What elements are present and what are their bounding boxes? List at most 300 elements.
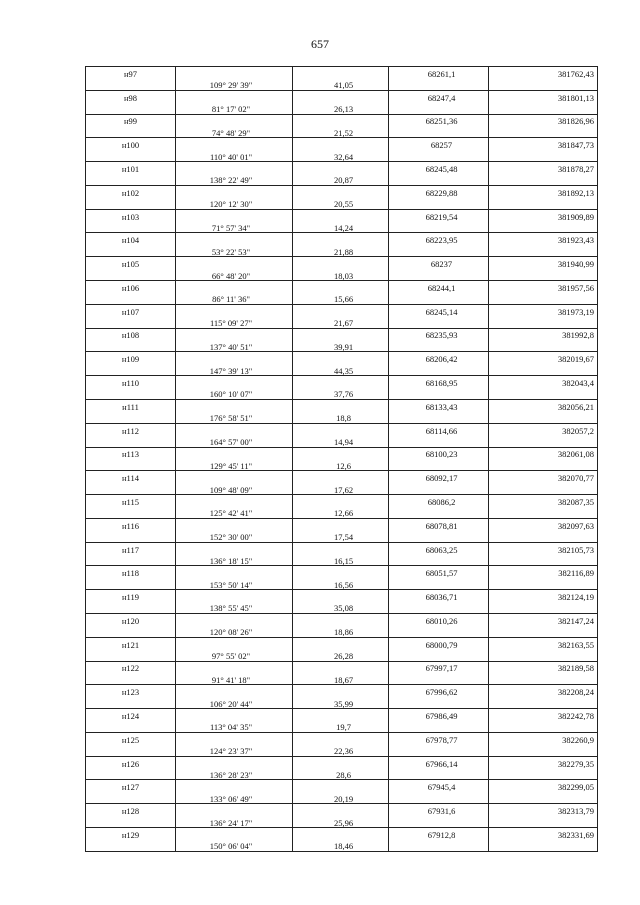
direction-angle: 136° 24' 17" — [176, 816, 293, 828]
y-coordinate-empty — [489, 150, 598, 162]
table-body — [86, 67, 598, 852]
angle-cell-empty — [176, 637, 293, 649]
point-id-empty — [86, 673, 176, 685]
direction-angle: 109° 29' 39" — [176, 78, 293, 90]
segment-length: 37,76 — [293, 388, 389, 400]
x-coordinate-empty — [389, 816, 489, 828]
y-coordinate: 381909,89 — [489, 209, 598, 221]
point-id: н123 — [86, 685, 176, 697]
direction-angle: 74° 48' 29" — [176, 126, 293, 138]
segment-length: 18,86 — [293, 625, 389, 637]
x-coordinate-empty — [389, 602, 489, 614]
x-coordinate-empty — [389, 459, 489, 471]
point-id: н113 — [86, 447, 176, 459]
y-coordinate-empty — [489, 316, 598, 328]
segment-row — [86, 649, 598, 661]
y-coordinate: 382043,4 — [489, 376, 598, 388]
y-coordinate: 382208,24 — [489, 685, 598, 697]
distance-cell-empty — [293, 352, 389, 364]
y-coordinate: 382124,19 — [489, 590, 598, 602]
distance-cell-empty — [293, 542, 389, 554]
x-coordinate-empty — [389, 483, 489, 495]
point-row — [86, 376, 598, 388]
x-coordinate: 68244,1 — [389, 281, 489, 293]
direction-angle: 133° 06' 49" — [176, 792, 293, 804]
segment-length: 14,94 — [293, 435, 389, 447]
y-coordinate: 382070,77 — [489, 471, 598, 483]
distance-cell-empty — [293, 685, 389, 697]
segment-row — [86, 578, 598, 590]
y-coordinate-empty — [489, 530, 598, 542]
segment-length: 16,15 — [293, 554, 389, 566]
point-id-empty — [86, 364, 176, 376]
x-coordinate: 68092,17 — [389, 471, 489, 483]
segment-length: 17,62 — [293, 483, 389, 495]
point-id-empty — [86, 530, 176, 542]
x-coordinate: 67986,49 — [389, 709, 489, 721]
distance-cell-empty — [293, 67, 389, 79]
point-row — [86, 542, 598, 554]
x-coordinate: 68235,93 — [389, 328, 489, 340]
point-row — [86, 518, 598, 530]
x-coordinate-empty — [389, 768, 489, 780]
y-coordinate: 381957,56 — [489, 281, 598, 293]
angle-cell-empty — [176, 756, 293, 768]
x-coordinate-empty — [389, 364, 489, 376]
segment-length: 26,28 — [293, 649, 389, 661]
point-id-empty — [86, 245, 176, 257]
distance-cell-empty — [293, 471, 389, 483]
x-coordinate-empty — [389, 269, 489, 281]
distance-cell-empty — [293, 114, 389, 126]
direction-angle: 136° 18' 15" — [176, 554, 293, 566]
distance-cell-empty — [293, 304, 389, 316]
point-id: н98 — [86, 90, 176, 102]
y-coordinate: 381973,19 — [489, 304, 598, 316]
x-coordinate: 68010,26 — [389, 613, 489, 625]
angle-cell-empty — [176, 352, 293, 364]
segment-length: 19,7 — [293, 720, 389, 732]
segment-row — [86, 792, 598, 804]
x-coordinate-empty — [389, 625, 489, 637]
point-id-empty — [86, 720, 176, 732]
distance-cell-empty — [293, 613, 389, 625]
segment-length: 20,87 — [293, 174, 389, 186]
point-row — [86, 257, 598, 269]
y-coordinate-empty — [489, 720, 598, 732]
point-row — [86, 709, 598, 721]
segment-length: 18,67 — [293, 673, 389, 685]
angle-cell-empty — [176, 613, 293, 625]
angle-cell-empty — [176, 542, 293, 554]
point-id-empty — [86, 174, 176, 186]
direction-angle: 150° 06' 04" — [176, 839, 293, 851]
angle-cell-empty — [176, 685, 293, 697]
y-coordinate-empty — [489, 269, 598, 281]
point-id-empty — [86, 483, 176, 495]
point-row — [86, 423, 598, 435]
point-id: н118 — [86, 566, 176, 578]
point-id-empty — [86, 744, 176, 756]
y-coordinate: 382313,79 — [489, 804, 598, 816]
point-id: н115 — [86, 495, 176, 507]
x-coordinate-empty — [389, 245, 489, 257]
y-coordinate: 382061,08 — [489, 447, 598, 459]
segment-length: 32,64 — [293, 150, 389, 162]
segment-row — [86, 554, 598, 566]
direction-angle: 160° 10' 07" — [176, 388, 293, 400]
angle-cell-empty — [176, 447, 293, 459]
point-row — [86, 613, 598, 625]
segment-row — [86, 602, 598, 614]
x-coordinate: 68114,66 — [389, 423, 489, 435]
point-id-empty — [86, 340, 176, 352]
segment-row — [86, 150, 598, 162]
point-row — [86, 828, 598, 840]
angle-cell-empty — [176, 304, 293, 316]
y-coordinate: 381762,43 — [489, 67, 598, 79]
point-row — [86, 352, 598, 364]
point-id-empty — [86, 316, 176, 328]
point-id: н99 — [86, 114, 176, 126]
point-id-empty — [86, 292, 176, 304]
point-id: н128 — [86, 804, 176, 816]
direction-angle: 152° 30' 00" — [176, 530, 293, 542]
segment-row — [86, 506, 598, 518]
x-coordinate: 67931,6 — [389, 804, 489, 816]
point-row — [86, 732, 598, 744]
point-id-empty — [86, 697, 176, 709]
point-row — [86, 471, 598, 483]
segment-length: 20,55 — [293, 197, 389, 209]
y-coordinate-empty — [489, 625, 598, 637]
segment-row — [86, 768, 598, 780]
distance-cell-empty — [293, 732, 389, 744]
page-number: 657 — [311, 37, 329, 51]
distance-cell-empty — [293, 90, 389, 102]
direction-angle: 66° 48' 20" — [176, 269, 293, 281]
y-coordinate: 382299,05 — [489, 780, 598, 792]
y-coordinate-empty — [489, 411, 598, 423]
segment-row — [86, 102, 598, 114]
x-coordinate: 67997,17 — [389, 661, 489, 673]
direction-angle: 106° 20' 44" — [176, 697, 293, 709]
segment-row — [86, 126, 598, 138]
distance-cell-empty — [293, 423, 389, 435]
y-coordinate-empty — [489, 102, 598, 114]
segment-row — [86, 340, 598, 352]
x-coordinate: 68168,95 — [389, 376, 489, 388]
x-coordinate-empty — [389, 720, 489, 732]
x-coordinate-empty — [389, 316, 489, 328]
segment-row — [86, 720, 598, 732]
segment-row — [86, 673, 598, 685]
x-coordinate: 68257 — [389, 138, 489, 150]
direction-angle: 53° 22' 53" — [176, 245, 293, 257]
direction-angle: 91° 41' 18" — [176, 673, 293, 685]
point-id: н125 — [86, 732, 176, 744]
point-row — [86, 399, 598, 411]
y-coordinate: 381847,73 — [489, 138, 598, 150]
x-coordinate: 68245,14 — [389, 304, 489, 316]
direction-angle: 109° 48' 09" — [176, 483, 293, 495]
y-coordinate-empty — [489, 388, 598, 400]
direction-angle: 137° 40' 51" — [176, 340, 293, 352]
y-coordinate: 382105,73 — [489, 542, 598, 554]
point-id: н97 — [86, 67, 176, 79]
x-coordinate-empty — [389, 435, 489, 447]
point-row — [86, 328, 598, 340]
point-row — [86, 90, 598, 102]
angle-cell-empty — [176, 328, 293, 340]
point-row — [86, 495, 598, 507]
point-row — [86, 162, 598, 174]
x-coordinate: 68247,4 — [389, 90, 489, 102]
y-coordinate: 382242,78 — [489, 709, 598, 721]
x-coordinate-empty — [389, 530, 489, 542]
y-coordinate-empty — [489, 506, 598, 518]
x-coordinate-empty — [389, 126, 489, 138]
y-coordinate: 381940,99 — [489, 257, 598, 269]
point-id: н109 — [86, 352, 176, 364]
y-coordinate-empty — [489, 673, 598, 685]
y-coordinate: 382189,58 — [489, 661, 598, 673]
point-row — [86, 447, 598, 459]
direction-angle: 153° 50' 14" — [176, 578, 293, 590]
angle-cell-empty — [176, 67, 293, 79]
y-coordinate-empty — [489, 340, 598, 352]
distance-cell-empty — [293, 566, 389, 578]
point-id: н105 — [86, 257, 176, 269]
y-coordinate-empty — [489, 697, 598, 709]
point-id-empty — [86, 649, 176, 661]
y-coordinate-empty — [489, 816, 598, 828]
point-row — [86, 780, 598, 792]
point-id: н101 — [86, 162, 176, 174]
y-coordinate-empty — [489, 649, 598, 661]
angle-cell-empty — [176, 804, 293, 816]
y-coordinate-empty — [489, 768, 598, 780]
point-row — [86, 756, 598, 768]
y-coordinate: 382163,55 — [489, 637, 598, 649]
x-coordinate-empty — [389, 102, 489, 114]
x-coordinate-empty — [389, 340, 489, 352]
segment-length: 25,96 — [293, 816, 389, 828]
distance-cell-empty — [293, 828, 389, 840]
distance-cell-empty — [293, 804, 389, 816]
x-coordinate: 68036,71 — [389, 590, 489, 602]
angle-cell-empty — [176, 566, 293, 578]
y-coordinate: 382116,89 — [489, 566, 598, 578]
point-id-empty — [86, 506, 176, 518]
segment-length: 22,36 — [293, 744, 389, 756]
x-coordinate-empty — [389, 292, 489, 304]
x-coordinate: 68245,48 — [389, 162, 489, 174]
distance-cell-empty — [293, 281, 389, 293]
segment-length: 14,24 — [293, 221, 389, 233]
angle-cell-empty — [176, 423, 293, 435]
y-coordinate: 382147,24 — [489, 613, 598, 625]
segment-length: 35,99 — [293, 697, 389, 709]
y-coordinate: 382279,35 — [489, 756, 598, 768]
x-coordinate: 68078,81 — [389, 518, 489, 530]
angle-cell-empty — [176, 233, 293, 245]
point-id: н110 — [86, 376, 176, 388]
x-coordinate-empty — [389, 411, 489, 423]
point-id: н121 — [86, 637, 176, 649]
distance-cell-empty — [293, 518, 389, 530]
point-id: н129 — [86, 828, 176, 840]
distance-cell-empty — [293, 399, 389, 411]
segment-row — [86, 221, 598, 233]
point-id-empty — [86, 269, 176, 281]
segment-row — [86, 839, 598, 851]
point-id: н103 — [86, 209, 176, 221]
segment-row — [86, 388, 598, 400]
segment-length: 18,8 — [293, 411, 389, 423]
direction-angle: 97° 55' 02" — [176, 649, 293, 661]
point-id: н126 — [86, 756, 176, 768]
segment-length: 35,08 — [293, 602, 389, 614]
point-id: н108 — [86, 328, 176, 340]
segment-row — [86, 292, 598, 304]
y-coordinate: 382331,69 — [489, 828, 598, 840]
segment-row — [86, 364, 598, 376]
direction-angle: 138° 22' 49" — [176, 174, 293, 186]
distance-cell-empty — [293, 138, 389, 150]
point-id-empty — [86, 150, 176, 162]
y-coordinate: 382097,63 — [489, 518, 598, 530]
segment-length: 28,6 — [293, 768, 389, 780]
direction-angle: 147° 39' 13" — [176, 364, 293, 376]
segment-length: 41,05 — [293, 78, 389, 90]
direction-angle: 110° 40' 01" — [176, 150, 293, 162]
y-coordinate: 381992,8 — [489, 328, 598, 340]
y-coordinate-empty — [489, 126, 598, 138]
angle-cell-empty — [176, 828, 293, 840]
x-coordinate-empty — [389, 554, 489, 566]
x-coordinate: 68261,1 — [389, 67, 489, 79]
y-coordinate-empty — [489, 221, 598, 233]
x-coordinate: 67912,8 — [389, 828, 489, 840]
point-row — [86, 233, 598, 245]
direction-angle: 113° 04' 35" — [176, 720, 293, 732]
distance-cell-empty — [293, 447, 389, 459]
y-coordinate: 382057,2 — [489, 423, 598, 435]
point-id-empty — [86, 602, 176, 614]
point-id: н112 — [86, 423, 176, 435]
point-row — [86, 637, 598, 649]
point-row — [86, 804, 598, 816]
distance-cell-empty — [293, 233, 389, 245]
point-row — [86, 566, 598, 578]
x-coordinate: 68206,42 — [389, 352, 489, 364]
y-coordinate-empty — [489, 483, 598, 495]
y-coordinate-empty — [489, 744, 598, 756]
point-id: н102 — [86, 185, 176, 197]
segment-length: 21,67 — [293, 316, 389, 328]
distance-cell-empty — [293, 257, 389, 269]
x-coordinate-empty — [389, 150, 489, 162]
direction-angle: 136° 28' 23" — [176, 768, 293, 780]
angle-cell-empty — [176, 114, 293, 126]
x-coordinate: 67945,4 — [389, 780, 489, 792]
point-row — [86, 661, 598, 673]
x-coordinate: 68251,36 — [389, 114, 489, 126]
point-id-empty — [86, 625, 176, 637]
angle-cell-empty — [176, 185, 293, 197]
x-coordinate-empty — [389, 792, 489, 804]
point-row — [86, 67, 598, 79]
distance-cell-empty — [293, 209, 389, 221]
segment-row — [86, 78, 598, 90]
segment-row — [86, 197, 598, 209]
x-coordinate: 68237 — [389, 257, 489, 269]
x-coordinate: 68229,88 — [389, 185, 489, 197]
point-id: н122 — [86, 661, 176, 673]
direction-angle: 176° 58' 51" — [176, 411, 293, 423]
y-coordinate: 381801,13 — [489, 90, 598, 102]
point-row — [86, 138, 598, 150]
segment-length: 17,54 — [293, 530, 389, 542]
point-id: н120 — [86, 613, 176, 625]
point-id-empty — [86, 102, 176, 114]
angle-cell-empty — [176, 518, 293, 530]
point-id-empty — [86, 768, 176, 780]
angle-cell-empty — [176, 709, 293, 721]
point-row — [86, 185, 598, 197]
angle-cell-empty — [176, 257, 293, 269]
segment-length: 12,66 — [293, 506, 389, 518]
point-id-empty — [86, 792, 176, 804]
x-coordinate-empty — [389, 673, 489, 685]
y-coordinate-empty — [489, 792, 598, 804]
segment-row — [86, 697, 598, 709]
distance-cell-empty — [293, 185, 389, 197]
point-row — [86, 209, 598, 221]
point-row — [86, 685, 598, 697]
direction-angle: 138° 55' 45" — [176, 602, 293, 614]
segment-length: 18,03 — [293, 269, 389, 281]
y-coordinate: 382087,35 — [489, 495, 598, 507]
angle-cell-empty — [176, 281, 293, 293]
point-id: н104 — [86, 233, 176, 245]
x-coordinate: 68219,54 — [389, 209, 489, 221]
x-coordinate-empty — [389, 388, 489, 400]
distance-cell-empty — [293, 376, 389, 388]
angle-cell-empty — [176, 661, 293, 673]
distance-cell-empty — [293, 590, 389, 602]
point-id-empty — [86, 839, 176, 851]
x-coordinate: 68086,2 — [389, 495, 489, 507]
point-id-empty — [86, 435, 176, 447]
segment-row — [86, 625, 598, 637]
x-coordinate-empty — [389, 221, 489, 233]
segment-length: 44,35 — [293, 364, 389, 376]
x-coordinate-empty — [389, 744, 489, 756]
y-coordinate: 382260,9 — [489, 732, 598, 744]
angle-cell-empty — [176, 495, 293, 507]
x-coordinate: 68063,25 — [389, 542, 489, 554]
x-coordinate-empty — [389, 506, 489, 518]
x-coordinate-empty — [389, 697, 489, 709]
segment-length: 15,66 — [293, 292, 389, 304]
x-coordinate-empty — [389, 839, 489, 851]
point-row — [86, 281, 598, 293]
segment-row — [86, 483, 598, 495]
y-coordinate-empty — [489, 435, 598, 447]
segment-length: 20,19 — [293, 792, 389, 804]
